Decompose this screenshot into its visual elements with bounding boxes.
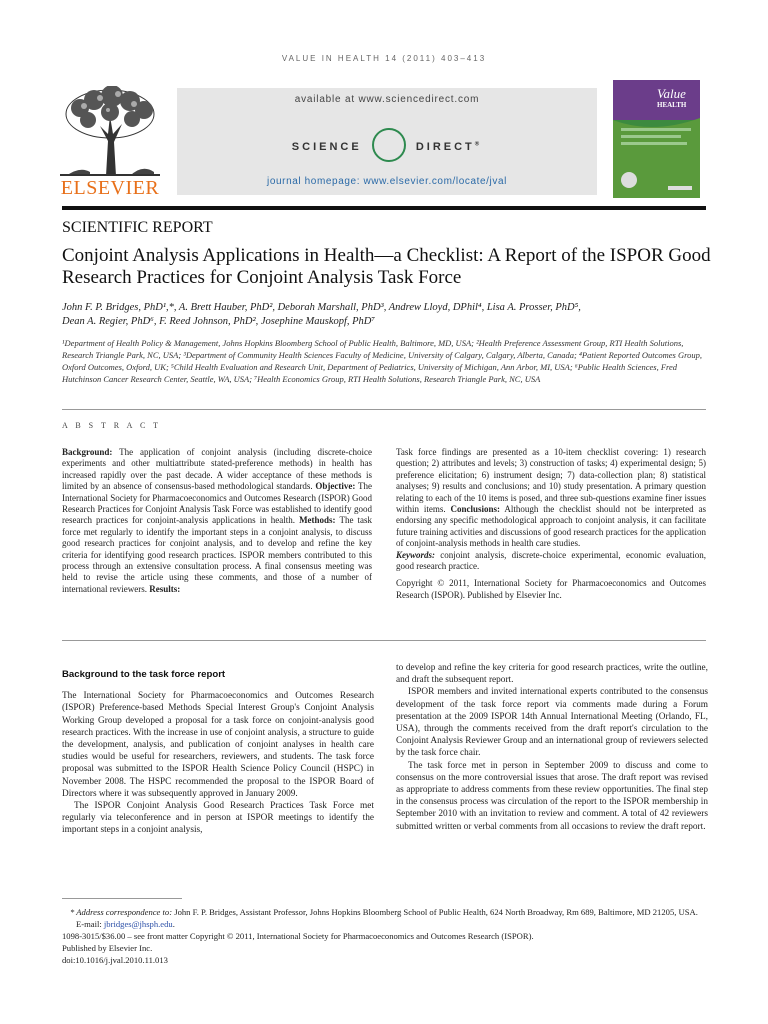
objective-text: The International Society for Pharmacoeconomics and Outcomes Research (ISPOR) Good Research Practices for Conjoint Analysis Task Force was established to identify good research practices for conjoint-analysis applications in health.	[62, 481, 372, 526]
background-label: Background:	[62, 447, 113, 457]
doi[interactable]: doi:10.1016/j.jval.2010.11.013	[62, 955, 168, 965]
abstract-left-column	[62, 447, 372, 595]
abstract-top-rule	[62, 409, 706, 410]
abstract-heading: A B S T R A C T	[62, 421, 162, 430]
article-type: SCIENTIFIC REPORT	[62, 219, 213, 236]
cover-title-health: HEALTH	[657, 101, 687, 109]
section-heading: Background to the task force report	[62, 669, 226, 680]
results-label: Results:	[149, 583, 181, 594]
keywords-text: conjoint analysis, discrete-choice experimental, economic evaluation, good research practice.	[396, 549, 706, 572]
sciencedirect-logo: SCIENCE DIRECT®	[177, 130, 597, 164]
footnote	[62, 906, 708, 966]
cover-title-value: Value	[657, 86, 686, 101]
affiliations: ¹Department of Health Policy & Management, Johns Hopkins Bloomberg School of Public Health, Baltimore, MD, USA; ²Health Preference Assessment Group, RTI Health Solutions, Research Triangle Park, NC, USA; ³Department of Community Health Sciences Faculty of Medicine, University of Calgary, Calgary, Alberta, Canada; ⁴Patient Reported Outcomes Group, Oxford Outcomes, Oxford, UK; ⁵Child Health Evaluation and Research Unit, Department of Pediatrics, University of Michigan, Ann Arbor, MI, USA; ⁶Public Health Sciences, Fred Hutchinson Cancer Research Center, Seattle, WA, USA; ⁷Health Economics Group, RTI Health Solutions, Research Triangle Park, NC, USA	[62, 338, 702, 384]
results-text: Task force findings are presented as a 10-item checklist covering: 1) research question; 2) attributes and levels; 3) construction of tasks; 4) experimental design; 5) preference elicitation; 6) instrument design; 7) data-collection plan; 8) statistical analyses; 9) results and conclusions; and 10) study presentation. A primary question relating to each of the 10 items is posed, and three sub-questions examine finer issues within items.	[396, 447, 706, 515]
body-right-column	[396, 662, 708, 833]
body-paragraph-3: to develop and refine the key criteria for good research practices, write the outline, and draft the subsequent report.	[396, 663, 708, 686]
body-paragraph-1: The International Society for Pharmacoeconomics and Outcomes Research (ISPOR) Preference-based Methods Special Interest Group's Conjoint Analysis Working Group developed a proposal for a task force on conjoint-analysis good research practices. With the increase in use of conjoint analysis, a structure to guide the development, analysis, and publication of conjoint analyses in health care studies would be useful for researchers, reviewers, and students. The task force proposal was submitted to the ISPOR Health Science Policy Council (HSPC) in November 2008. The HSPC recommended the proposal to the ISPOR Board of Directors where it was subsequently approved in January 2009.	[62, 691, 374, 799]
author-list	[62, 301, 712, 329]
correspondence-text: John F. P. Bridges, Assistant Professor, Johns Hopkins Bloomberg School of Public Health, 624 North Broadway, Rm 689, Baltimore, MD 21205, USA.	[172, 907, 698, 917]
journal-cover-image	[613, 80, 700, 198]
email-label: E-mail:	[76, 919, 104, 929]
publisher-name: ELSEVIER	[60, 177, 160, 199]
sciencedirect-d-icon	[372, 128, 406, 162]
abstract-copyright: Copyright © 2011, International Society for Pharmacoeconomics and Outcomes Research (ISPOR). Published by Elsevier Inc.	[396, 578, 706, 600]
article-title: Conjoint Analysis Applications in Health—a Checklist: A Report of the ISPOR Good Research Practices for Conjoint Analysis Task Force	[62, 245, 711, 288]
keywords-label: Keywords:	[396, 549, 435, 560]
abstract-right-column	[396, 447, 706, 601]
author-line-2: Dean A. Regier, PhD⁶, F. Reed Johnson, PhD², Josephine Mauskopf, PhD⁷	[62, 316, 376, 327]
conclusions-text: Although the checklist should not be interpreted as endorsing any specific methodological approach to conjoint analysis, it can facilitate future training activities and discussions of good research practices for the application of conjoint-analysis methods in health care studies.	[396, 504, 707, 549]
email-tail: .	[172, 919, 175, 929]
body-left-column	[62, 669, 374, 837]
email-link[interactable]: jbridges@jhsph.edu	[103, 919, 173, 929]
background-text: The application of conjoint analysis (including discrete-choice experiments and other multiattribute stated-preference methods) in health has increased rapidly over the past decade. A wider acceptance of these methods is limited by an absence of consensus-based methodological standards.	[62, 447, 372, 492]
body-paragraph-5: The task force met in person in September 2009 to discuss and come to consensus on the more controversial issues that arose. The draft report was revised as appropriate to address comments from these review opportunities. The final step in the consensus process was circulation of the report to the ISPOR membership in September 2010 with an invitation to review and comment. A total of 42 reviewers submitted written or verbal comments from all occasions to review the draft report.	[396, 760, 708, 832]
published-by: Published by Elsevier Inc.	[62, 943, 153, 953]
author-line-1: John F. P. Bridges, PhD¹,*, A. Brett Hauber, PhD², Deborah Marshall, PhD³, Andrew Lloyd, DPhil⁴, Lisa A. Prosser, PhD⁵,	[62, 302, 581, 313]
body-paragraph-2: The ISPOR Conjoint Analysis Good Research Practices Task Force met regularly via teleconference and in person at ISPOR meetings to identify the important steps in a conjoint analysis,	[62, 801, 374, 836]
body-paragraph-4: ISPOR members and invited international experts contributed to the consensus development of the task force report via comments made during a Forum presentation at the 2009 ISPOR 14th Annual International Meeting (Orlando, FL, USA), through the comments received from the draft report's circulation to the Conjoint Analysis Reviewer Group and an international group of reviewers selected by the task force chair.	[396, 687, 708, 759]
sciencedirect-banner	[177, 88, 597, 195]
correspondence-label: * Address correspondence to:	[70, 907, 173, 917]
abstract-bottom-rule	[62, 640, 706, 641]
conclusions-label: Conclusions:	[450, 504, 501, 515]
journal-citation: VALUE IN HEALTH 14 (2011) 403–413	[281, 54, 487, 63]
available-at-text: available at www.sciencedirect.com	[294, 94, 480, 105]
issn-line: 1098-3015/$36.00 – see front matter Copyright © 2011, International Society for Pharmacoeconomics and Outcomes Research (ISPOR).	[62, 931, 534, 941]
journal-homepage-link[interactable]: journal homepage: www.elsevier.com/locate/jval	[267, 176, 507, 187]
sciencedirect-right: DIRECT	[415, 140, 475, 153]
footnote-rule	[62, 898, 182, 899]
methods-text: The task force met regularly to identify the important steps in a conjoint analysis, to discuss good research practices for conjoint analysis, and to develop and refine the key criteria for identifying good research practices. ISPOR members contributed to this process through an extensive consultation process. A final consensus meeting was held to revise the article using these comments, and those of a number of international reviewers.	[62, 515, 373, 594]
methods-label: Methods:	[299, 515, 336, 526]
objective-label: Objective:	[315, 481, 356, 492]
sciencedirect-left: SCIENCE	[291, 140, 362, 153]
header-rule	[62, 206, 706, 210]
